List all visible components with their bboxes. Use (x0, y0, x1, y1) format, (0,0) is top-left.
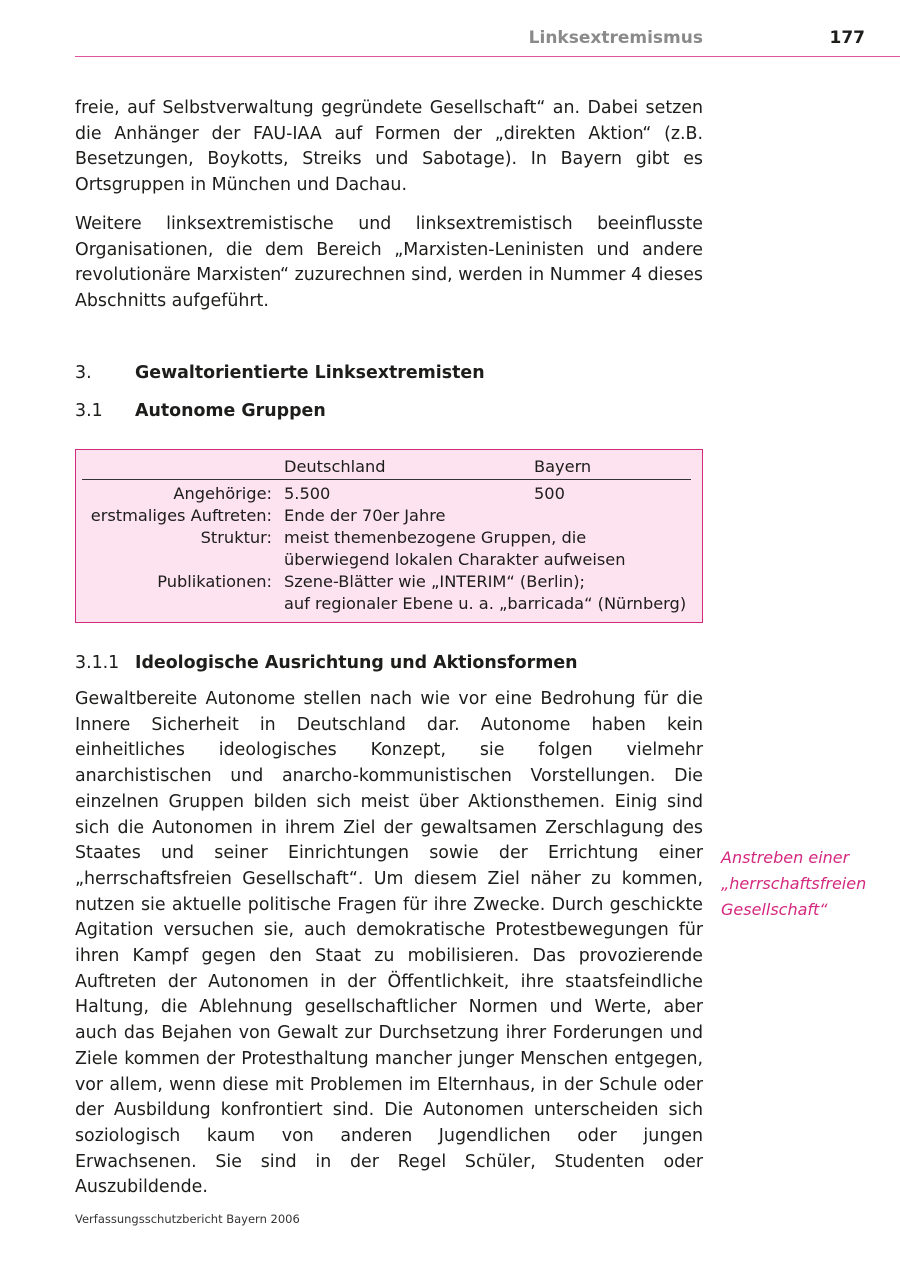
column-header-germany: Deutschland (284, 457, 386, 476)
margin-note-line: Gesellschaft“ (721, 900, 828, 919)
margin-note (721, 845, 891, 923)
fact-label: Publikationen: (157, 572, 272, 591)
page-number: 177 (829, 28, 865, 48)
fact-label: Struktur: (200, 528, 272, 547)
fact-box (75, 449, 703, 623)
fact-value: Ende der 70er Jahre (284, 506, 446, 525)
heading-number: 3.1 (75, 401, 103, 421)
fact-label: erstmaliges Auftreten: (90, 506, 272, 525)
fact-value-bavaria: 500 (534, 484, 565, 503)
heading-title: Ideologische Ausrichtung und Aktionsformen (135, 653, 578, 673)
header-section-title: Linksextremismus (528, 28, 703, 48)
heading-title: Gewaltorientierte Linksextremisten (135, 363, 485, 383)
header-divider (75, 56, 900, 57)
fact-value: überwiegend lokalen Charakter aufweisen (284, 550, 626, 569)
heading-title: Autonome Gruppen (135, 401, 326, 421)
intro-paragraph-1: freie, auf Selbstverwaltung gegründete Gesellschaft“ an. Dabei setzen die Anhänger der FAU-IAA auf Formen der „direkten Aktion“ (z.B. Besetzungen, Boykotts, Streiks und Sabotage). In Bayern gibt es Ortsgruppen in München und Dachau. (75, 98, 703, 196)
page-footer: Verfassungsschutzbericht Bayern 2006 (75, 1212, 300, 1226)
heading-number: 3. (75, 363, 92, 383)
body-paragraph: Gewaltbereite Autonome stellen nach wie vor eine Bedrohung für die Innere Sicherheit in Deutschland dar. Autonome haben kein einheitliches ideologisches Konzept, sie folgen vielmehr anarchistischen und anarcho-kommunistischen Vorstellungen. Die einzelnen Gruppen bilden sich meist über Aktionsthemen. Einig sind sich die Autonomen in ihrem Ziel der gewaltsamen Zerschlagung des Staates und seiner Einrichtungen sowie der Errichtung einer „herrschaftsfreien Gesellschaft“. Um diesem Ziel näher zu kommen, nutzen sie aktuelle politische Fragen für ihre Zwecke. Durch geschickte Agitation versuchen sie, auch demokratische Protestbewegungen für ihren Kampf gegen den Staat zu mobilisieren. Das provozierende Auftreten der Autonomen in der Öffentlichkeit, ihre staatsfeindliche Haltung, die Ablehnung gesellschaftlicher Normen und Werte, aber auch das Bejahen von Gewalt zur Durchsetzung ihrer Forderungen und Ziele kommen der Protesthaltung mancher junger Menschen entgegen, vor allem, wenn diese mit Problemen im Elternhaus, in der Schule oder der Ausbildung konfrontiert sind. Die Autonomen unterscheiden sich soziologisch kaum von anderen Jugendlichen oder jungen Erwachsenen. Sie sind in der Regel Schüler, Studenten oder Auszubildende. (75, 689, 703, 1198)
fact-value-germany: 5.500 (284, 484, 331, 503)
fact-value: Szene-Blätter wie „INTERIM“ (Berlin); (284, 572, 585, 591)
margin-note-line: Anstreben einer (721, 848, 850, 867)
heading-number: 3.1.1 (75, 653, 120, 673)
margin-note-line: „herrschaftsfreien (721, 874, 867, 893)
fact-value: meist themenbezogene Gruppen, die (284, 528, 587, 547)
column-header-bavaria: Bayern (534, 457, 592, 476)
fact-box-divider (82, 479, 691, 480)
intro-paragraph-2: Weitere linksextremistische und linksextremistisch beeinflusste Organisationen, die dem Bereich „Marxisten-Leninisten und andere revolutionäre Marxisten“ zuzurechnen sind, werden in Nummer 4 dieses Abschnitts aufgeführt. (75, 214, 703, 312)
fact-value: auf regionaler Ebene u. a. „barricada“ (Nürnberg) (284, 594, 687, 613)
fact-label: Angehörige: (173, 484, 272, 503)
